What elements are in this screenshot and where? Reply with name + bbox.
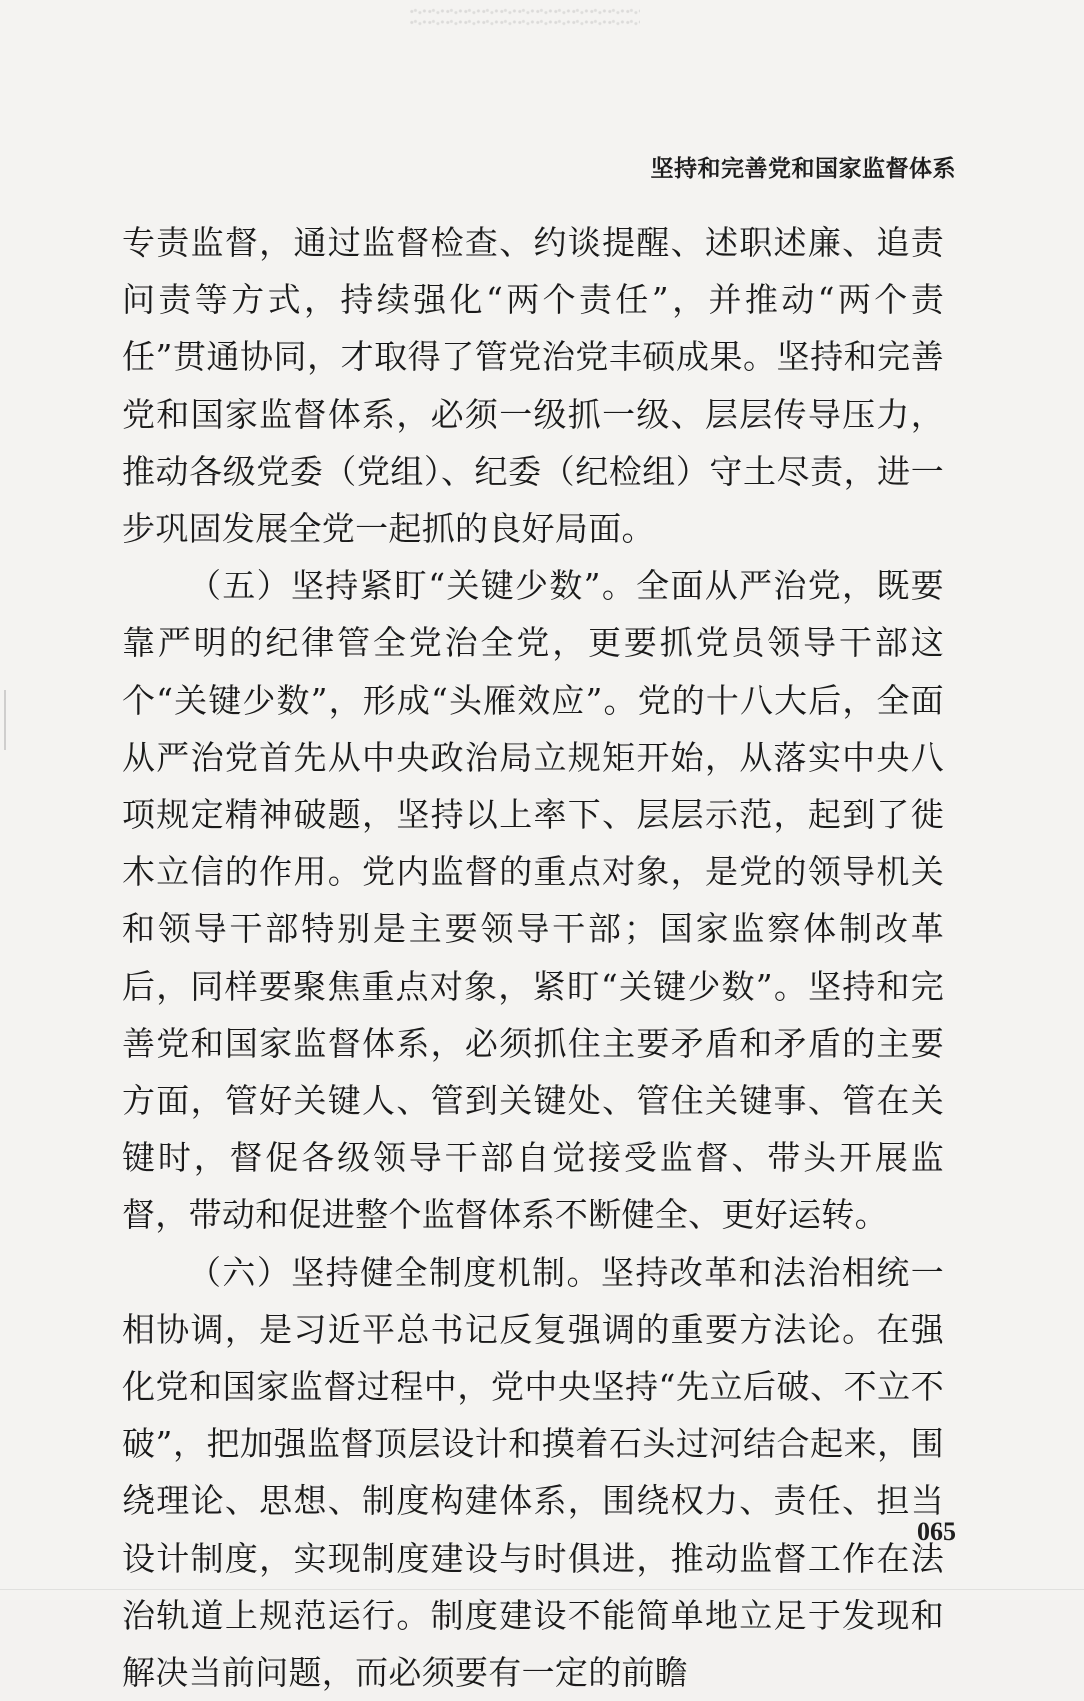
page-number: 065: [917, 1517, 956, 1546]
paragraph-section-6: （六）坚持健全制度机制。坚持改革和法治相统一相协调，是习近平总书记反复强调的重要方法论。在强化党和国家监督过程中，党中央坚持“先立后破、不立不破”，把加强监督顶层设计和摸着石头过河结合起来，围绕理论、思想、制度构建体系，围绕权力、责任、担当设计制度，实现制度建设与时俱进，推动监督工作在法治轨道上规范运行。制度建设不能简单地立足于发现和解决当前问题，而必须要有一定的前瞻: [122, 1252, 944, 1693]
paragraph-continued: 专责监督，通过监督检查、约谈提醒、述职述廉、追责问责等方式，持续强化“两个责任”，并推动“两个责任”贯通协同，才取得了管党治党丰硕成果。坚持和完善党和国家监督体系，必须一级抓一级、层层传导压力，推动各级党委（党组）、纪委（纪检组）守土尽责，进一步巩固发展全党一起抓的良好局面。: [122, 223, 944, 549]
body-text: [122, 214, 944, 1701]
scan-artifact: [410, 6, 640, 28]
margin-mark: [4, 690, 6, 750]
running-header: 坚持和完善党和国家监督体系: [650, 156, 956, 182]
scan-edge: [0, 1589, 1084, 1590]
paragraph-section-5: （五）坚持紧盯“关键少数”。全面从严治党，既要靠严明的纪律管全党治全党，更要抓党员领导干部这个“关键少数”，形成“头雁效应”。党的十八大后，全面从严治党首先从中央政治局立规矩开始，从落实中央八项规定精神破题，坚持以上率下、层层示范，起到了徙木立信的作用。党内监督的重点对象，是党的领导机关和领导干部特别是主要领导干部；国家监察体制改革后，同样要聚焦重点对象，紧盯“关键少数”。坚持和完善党和国家监督体系，必须抓住主要矛盾和矛盾的主要方面，管好关键人、管到关键处、管住关键事、管在关键时，督促各级领导干部自觉接受监督、带头开展监督，带动和促进整个监督体系不断健全、更好运转。: [122, 566, 944, 1235]
